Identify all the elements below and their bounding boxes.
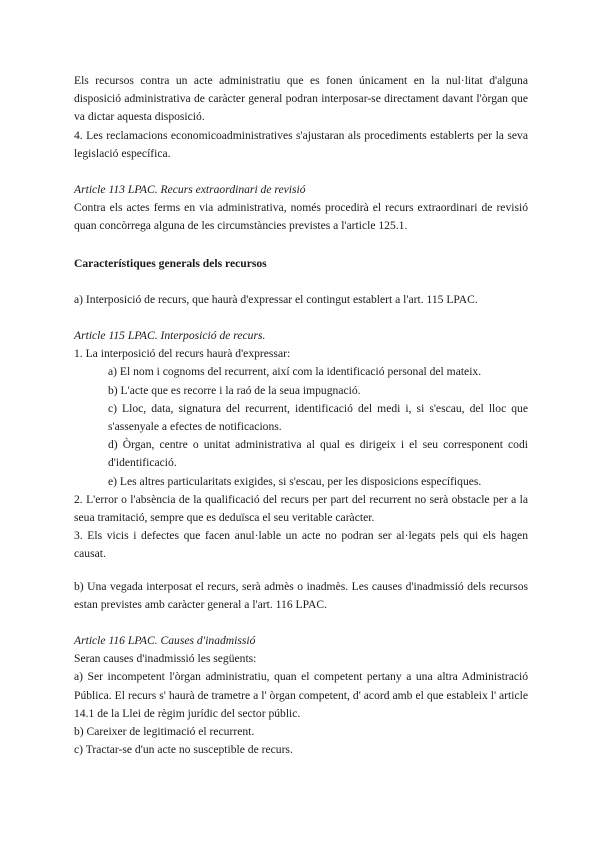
article-115-sublist	[74, 363, 528, 490]
article-115-section	[74, 327, 528, 564]
article-116-point-b: b) Careixer de legitimació el recurrent.	[74, 725, 255, 739]
article-115-point-1d: d) Òrgan, centre o unitat administrativa al qual es dirigeix i el seu corresponent codi d'identificació.	[108, 438, 528, 470]
article-113-section	[74, 181, 528, 236]
article-113-title: Article 113 LPAC. Recurs extraordinari de revisió	[74, 183, 306, 196]
paragraph-economic-claims: 4. Les reclamacions economicoadministratives s'ajustaran als procediments establerts per la seva legislació específica.	[74, 128, 528, 160]
article-115-point-3: 3. Els vicis i defectes que facen anul·lable un acte no podran ser al·legats pels qui els hagen causat.	[74, 529, 528, 561]
article-115-point-1a: a) El nom i cognoms del recurrent, així com la identificació personal del mateix.	[108, 365, 482, 379]
article-116-section	[74, 632, 528, 759]
article-116-point-a: a) Ser incompetent l'òrgan administratiu, quan el competent pertany a una altra Administració Pública. El recurs s' haurà de trametre a l' òrgan competent, d' acord amb el que estableix l' article 14.1 de la Llei de règim jurídic del sector públic.	[74, 670, 528, 720]
item-b-text: b) Una vegada interposat el recurs, serà admès o inadmès. Les causes d'inadmissió dels recursos estan previstes amb caràcter general a l'art. 116 LPAC.	[74, 580, 528, 612]
article-115-point-1c: c) Lloc, data, signatura del recurrent, identificació del medi i, si s'escau, del lloc que s'assenyale a efectes de notificacions.	[108, 401, 528, 434]
article-115-point-2: 2. L'error o l'absència de la qualificació del recurs per part del recurrent no serà obstacle per a la seua tramitació, sempre que es deduïsca el seu veritable caràcter.	[74, 492, 528, 525]
item-b-section	[74, 578, 528, 614]
article-113-text: Contra els actes ferms en via administrativa, només procedirà el recurs extraordinari de revisió quan concòrrega alguna de les circumstàncies previstes a l'article 125.1.	[74, 201, 528, 233]
article-116-intro: Seran causes d'inadmissió les següents:	[74, 652, 257, 666]
article-116-title: Article 116 LPAC. Causes d'inadmissió	[74, 634, 256, 647]
paragraph-nullity-appeals: Els recursos contra un acte administratiu que es fonen únicament en la nul·litat d'alguna disposició administrativa de caràcter general podran interposar-se directament davant l'òrgan que va dictar aquesta disposició.	[74, 74, 528, 124]
article-116-point-c: c) Tractar-se d'un acte no susceptible de recurs.	[74, 743, 293, 757]
article-115-point-1b: b) L'acte que es recorre i la raó de la seua impugnació.	[108, 383, 361, 397]
article-115-title: Article 115 LPAC. Interposició de recurs.	[74, 329, 266, 342]
article-115-point-1e: e) Les altres particularitats exigides, si s'escau, per les disposicions específiques.	[108, 474, 482, 488]
general-characteristics-section	[74, 255, 528, 273]
item-a-text: a) Interposició de recurs, que haurà d'expressar el contingut establert a l'art. 115 LPAC.	[74, 293, 478, 306]
item-a-section	[74, 291, 528, 309]
article-115-point-1: 1. La interposició del recurs haurà d'expressar:	[74, 347, 291, 361]
general-characteristics-heading: Característiques generals dels recursos	[74, 257, 267, 270]
intro-section	[74, 72, 528, 163]
